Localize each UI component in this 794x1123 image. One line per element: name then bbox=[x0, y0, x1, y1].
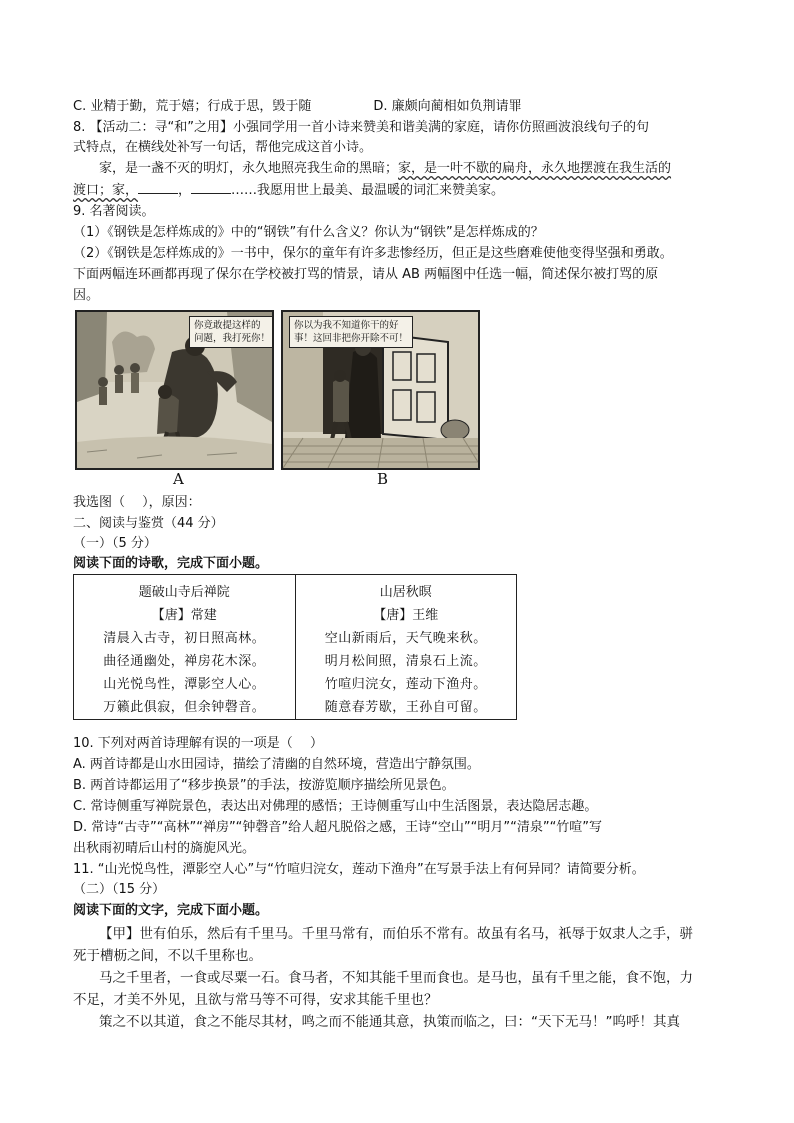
q9-answer-line: 我选图（ ），原因： bbox=[73, 495, 201, 510]
comic-caption-b: B bbox=[377, 470, 389, 488]
q8-stem-line2: 式特点，在横线处补写一句话，帮他完成这首小诗。 bbox=[73, 140, 373, 155]
passage-line: 死于槽枥之间，不以千里称也。 bbox=[73, 948, 262, 964]
section2-heading: 二、阅读与鉴赏（44 分） bbox=[73, 516, 224, 531]
q8-blank-2[interactable] bbox=[191, 181, 231, 194]
section2-part2: （二）（15 分） bbox=[73, 882, 166, 897]
section2-instruction2: 阅读下面的文字，完成下面小题。 bbox=[73, 903, 269, 918]
q7-options-line bbox=[73, 98, 522, 116]
poem-1-title: 题破山寺后禅院 bbox=[138, 585, 230, 600]
poem-2-line: 空山新雨后，天气晚来秋。 bbox=[324, 631, 487, 646]
comic-b-bubble-line2: 事！这回非把你开除不可！ bbox=[294, 333, 409, 344]
passage-line: 策之不以其道，食之不能尽其材，鸣之而不能通其意，执策而临之，曰：“天下无马！”呜呼！其真 bbox=[99, 1014, 680, 1030]
comic-b-speech-bubble bbox=[289, 316, 413, 348]
comic-b-bubble-line1: 你以为我不知道你干的好 bbox=[294, 320, 399, 331]
section2-part1: （一）（5 分） bbox=[73, 536, 157, 551]
poem-2-line: 竹喧归浣女，莲动下渔舟。 bbox=[324, 677, 487, 692]
q10-option-d-cont: 出秋雨初晴后山村的旖旎风光。 bbox=[73, 841, 256, 856]
poem-1-line: 曲径通幽处，禅房花木深。 bbox=[103, 654, 266, 669]
q9-sub1: （1）《钢铁是怎样炼成的》中的“钢铁”有什么含义？你认为“钢铁”是怎样炼成的？ bbox=[73, 225, 544, 240]
poem-1-author: 【唐】常建 bbox=[151, 608, 217, 623]
poems-table bbox=[73, 574, 517, 720]
q10-option-d: D. 常诗“古寺”“高林”“禅房”“钟磬音”给人超凡脱俗之感，王诗“空山”“明月”“清泉”“竹喧”写 bbox=[73, 820, 603, 835]
passage-line: 马之千里者，一食或尽粟一石。食马者，不知其能千里而食也。是马也，虽有千里之能，食不饱，力 bbox=[99, 970, 693, 986]
comic-a-bubble-line1: 你竟敢提这样的 bbox=[194, 320, 261, 331]
q8-comma: ， bbox=[178, 183, 192, 198]
q8-poem-wavy-sentence: 家，是一叶不歇的扁舟，永久地摆渡在我生活的 bbox=[398, 161, 672, 176]
poem-2-title: 山居秋暝 bbox=[379, 585, 432, 600]
passage-line: 不足，才美不外见，且欲与常马等不可得，安求其能千里也？ bbox=[73, 992, 438, 1008]
comic-a-bubble-line2: 问题，我打死你！ bbox=[194, 333, 271, 344]
q9-sub2-line3: 因。 bbox=[73, 288, 100, 303]
q8-poem-plain: 家，是一盏不灭的明灯，永久地照亮我生命的黑暗； bbox=[99, 161, 399, 176]
poem-1 bbox=[74, 575, 296, 720]
poem-2-line: 随意春芳歇，王孙自可留。 bbox=[324, 700, 487, 715]
poem-2-author: 【唐】王维 bbox=[373, 608, 439, 623]
poem-2-line: 明月松间照，清泉石上流。 bbox=[324, 654, 487, 669]
q9-heading: 9. 名著阅读。 bbox=[73, 204, 155, 219]
comic-panel-b bbox=[281, 310, 480, 470]
poem-1-line: 山光悦鸟性，潭影空人心。 bbox=[103, 677, 266, 692]
poem-1-line: 清晨入古寺，初日照高林。 bbox=[103, 631, 266, 646]
poem-2 bbox=[295, 575, 517, 720]
q9-sub2-line2: 下面两幅连环画都再现了保尔在学校被打骂的情景，请从 AB 两幅图中任选一幅，简述保尔被打骂的原 bbox=[73, 267, 659, 282]
q7-option-d: D. 廉颇向蔺相如负荆请罪 bbox=[373, 99, 522, 114]
q10-option-c: C. 常诗侧重写禅院景色，表达出对佛理的感悟；王诗侧重写山中生活图景，表达隐居志趣。 bbox=[73, 799, 598, 814]
comic-panel-a bbox=[75, 310, 274, 470]
q8-stem-line1: 8. 【活动二：寻“和”之用】小强同学用一首小诗来赞美和谐美满的家庭，请你仿照画波浪线句子的句 bbox=[73, 120, 650, 135]
comic-a-speech-bubble bbox=[189, 316, 274, 348]
q10-stem: 10. 下列对两首诗理解有误的一项是（ ） bbox=[73, 736, 323, 751]
q7-option-c: C. 业精于勤，荒于嬉；行成于思，毁于随 bbox=[73, 99, 312, 114]
section2-instruction: 阅读下面的诗歌，完成下面小题。 bbox=[73, 556, 269, 571]
q8-poem-line2 bbox=[73, 181, 504, 200]
q8-poem-line1 bbox=[99, 160, 671, 178]
q11-stem: 11. “山光悦鸟性，潭影空人心”与“竹喧归浣女，莲动下渔舟”在写景手法上有何异同？请简要分析。 bbox=[73, 862, 645, 877]
passage-line: 【甲】世有伯乐，然后有千里马。千里马常有，而伯乐不常有。故虽有名马，祇辱于奴隶人之手，骈 bbox=[99, 926, 693, 942]
poem-1-line: 万籁此俱寂，但余钟磬音。 bbox=[103, 700, 266, 715]
q9-sub2: （2）《钢铁是怎样炼成的》一书中，保尔的童年有许多悲惨经历，但正是这些磨难使他变得坚强和勇敢。 bbox=[73, 246, 673, 261]
q8-poem-tail: ……我愿用世上最美、最温暖的词汇来赞美家。 bbox=[231, 183, 505, 198]
q8-blank-1[interactable] bbox=[138, 181, 178, 194]
q8-poem-wavy-end: 渡口；家， bbox=[73, 183, 139, 198]
q10-option-a: A. 两首诗都是山水田园诗，描绘了清幽的自然环境，营造出宁静氛围。 bbox=[73, 757, 480, 772]
q10-option-b: B. 两首诗都运用了“移步换景”的手法，按游览顺序描绘所见景色。 bbox=[73, 778, 455, 793]
comic-caption-a: A bbox=[173, 470, 184, 488]
